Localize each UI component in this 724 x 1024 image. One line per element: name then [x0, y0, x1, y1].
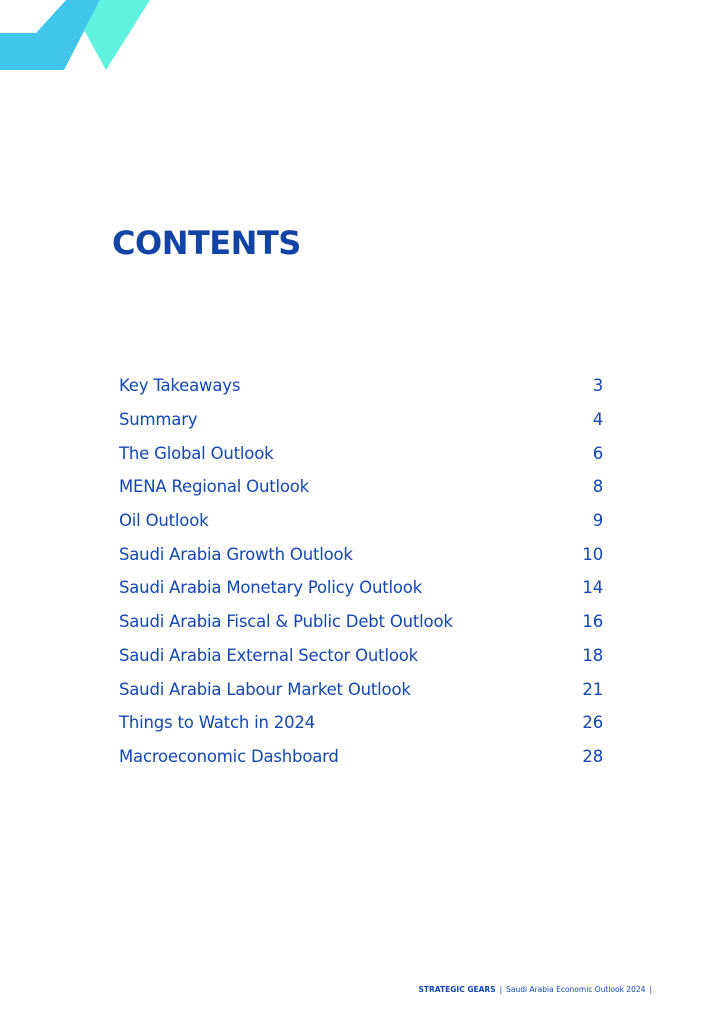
footer-brand: STRATEGIC GEARS: [418, 985, 496, 994]
logo-cyan-stripe: [0, 0, 100, 70]
toc-entry-page: 6: [592, 443, 603, 463]
toc-entry-label[interactable]: MENA Regional Outlook: [119, 477, 310, 497]
toc-entry-page: 3: [592, 376, 603, 396]
toc-entry-label[interactable]: Oil Outlook: [119, 511, 209, 531]
toc-entry-label[interactable]: Saudi Arabia Fiscal & Public Debt Outlook: [119, 612, 453, 632]
toc-entry-page: 28: [582, 746, 603, 766]
toc-entry[interactable]: [119, 403, 603, 437]
toc-entry-label[interactable]: Summary: [119, 410, 198, 430]
footer-publication: Saudi Arabia Economic Outlook 2024: [506, 985, 646, 994]
toc-entry[interactable]: [119, 639, 603, 673]
table-of-contents: [119, 369, 603, 773]
toc-entry[interactable]: [119, 436, 603, 470]
toc-entry-page: 16: [582, 612, 603, 632]
toc-entry-page: 14: [582, 578, 603, 598]
toc-entry-label[interactable]: Saudi Arabia Monetary Policy Outlook: [119, 578, 423, 598]
toc-entry[interactable]: [119, 605, 603, 639]
toc-entry-label[interactable]: Saudi Arabia Labour Market Outlook: [119, 679, 411, 699]
toc-entry-page: 8: [592, 477, 603, 497]
toc-entry-label[interactable]: Key Takeaways: [119, 376, 241, 396]
toc-entry[interactable]: [119, 470, 603, 504]
brand-logo-shape: [0, 0, 160, 80]
toc-entry[interactable]: [119, 740, 603, 774]
page-footer: [419, 985, 656, 994]
page-title: CONTENTS: [112, 224, 301, 262]
footer-separator: |: [499, 985, 503, 994]
toc-entry[interactable]: [119, 706, 603, 740]
toc-entry-label[interactable]: The Global Outlook: [119, 443, 274, 463]
toc-entry[interactable]: [119, 369, 603, 403]
footer-trailing-separator: |: [649, 985, 652, 994]
toc-entry[interactable]: [119, 537, 603, 571]
toc-entry-page: 10: [582, 544, 603, 564]
toc-entry[interactable]: [119, 571, 603, 605]
toc-entry-page: 9: [592, 511, 603, 531]
toc-entry[interactable]: [119, 672, 603, 706]
toc-entry-label[interactable]: Macroeconomic Dashboard: [119, 746, 339, 766]
toc-entry-label[interactable]: Saudi Arabia External Sector Outlook: [119, 645, 418, 665]
toc-entry-page: 26: [582, 713, 603, 733]
toc-entry-label[interactable]: Saudi Arabia Growth Outlook: [119, 544, 353, 564]
toc-entry[interactable]: [119, 504, 603, 538]
toc-entry-page: 21: [582, 679, 603, 699]
toc-entry-page: 4: [592, 410, 603, 430]
toc-entry-label[interactable]: Things to Watch in 2024: [119, 713, 315, 733]
toc-entry-page: 18: [582, 645, 603, 665]
